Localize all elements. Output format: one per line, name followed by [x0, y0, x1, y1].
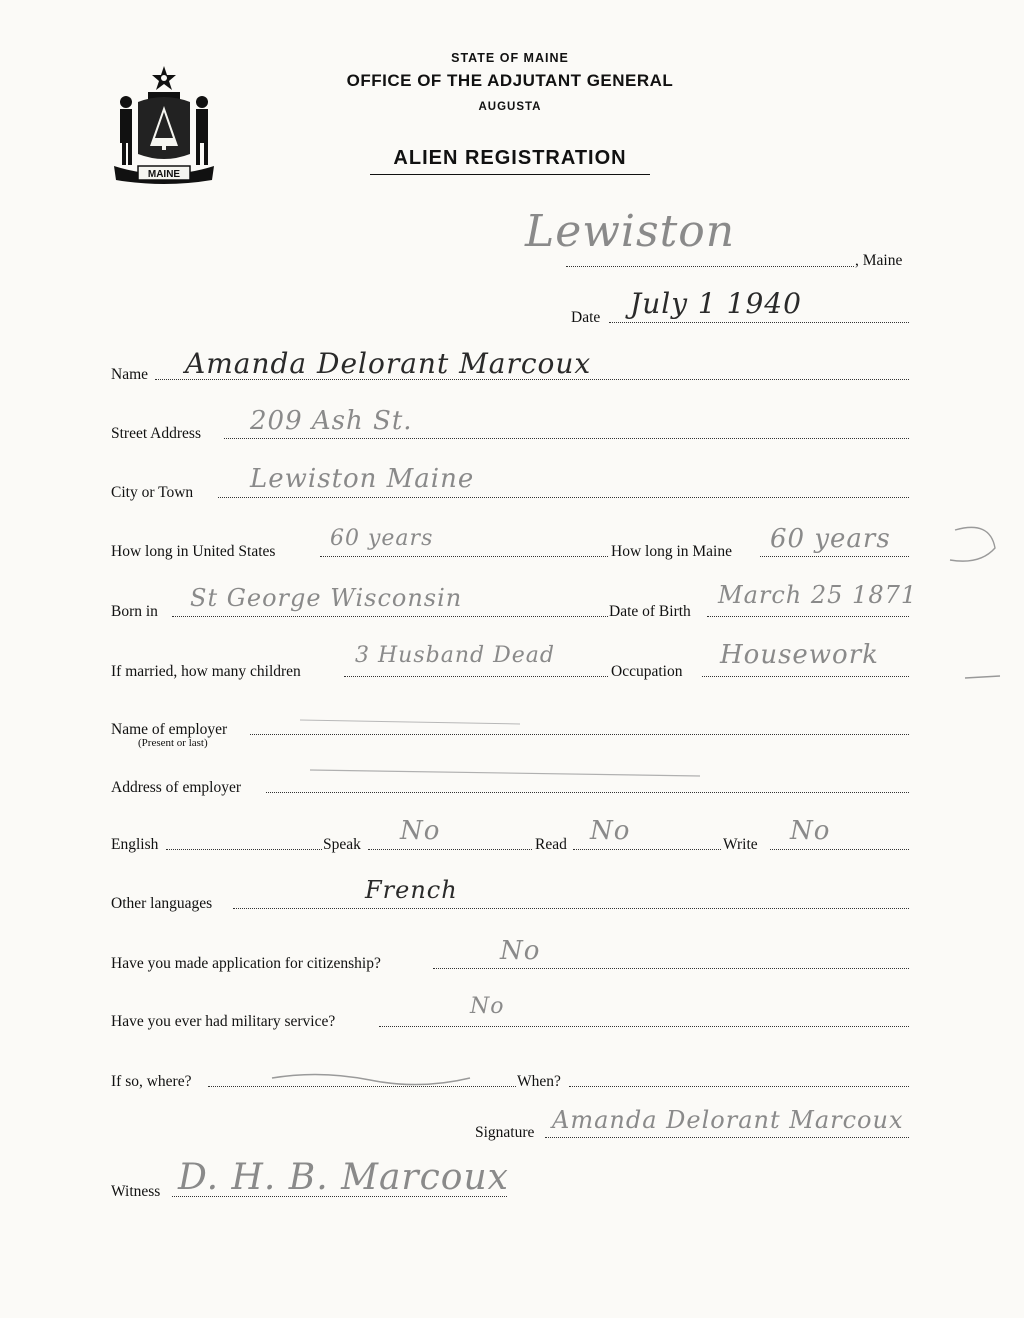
write-label: Write [723, 836, 758, 853]
born-in-label: Born in [111, 603, 158, 620]
city-label: City or Town [111, 484, 194, 501]
street-entry: 209 Ash St. [250, 406, 413, 436]
other-languages-label: Other languages [111, 895, 213, 912]
witness-entry: D. H. B. Marcoux [178, 1157, 509, 1198]
how-long-maine-label: How long in Maine [611, 543, 732, 560]
place-entry: Lewiston [525, 206, 736, 257]
read-label: Read [535, 836, 567, 853]
employer-label: Name of employer [111, 721, 228, 738]
seal-banner-text: MAINE [147, 169, 181, 180]
name-label: Name [111, 366, 149, 383]
form-title: ALIEN REGISTRATION [370, 147, 650, 175]
signature-label: Signature [475, 1124, 535, 1141]
employer-address-label: Address of employer [111, 779, 241, 796]
citizenship-label: Have you made application for citizenship? [111, 955, 381, 972]
dob-label: Date of Birth [609, 603, 691, 620]
speak-label: Speak [323, 836, 361, 853]
read-entry: No [590, 816, 631, 846]
how-long-us-label: How long in United States [111, 543, 276, 560]
header-state: STATE OF MAINE [451, 51, 569, 65]
children-entry: 3 Husband Dead [355, 643, 555, 668]
how-long-maine-entry: 60 years [770, 524, 891, 554]
military-label: Have you ever had military service? [111, 1013, 336, 1030]
where-label: If so, where? [111, 1073, 192, 1090]
occupation-entry: Housework [720, 640, 879, 670]
how-long-us-entry: 60 years [330, 526, 434, 551]
date-label: Date [571, 309, 601, 326]
speak-entry: No [400, 816, 441, 846]
military-entry: No [470, 994, 505, 1019]
date-entry: July 1 1940 [630, 287, 802, 320]
write-entry: No [790, 816, 831, 846]
place-suffix-label: , Maine [855, 252, 903, 269]
other-languages-entry: French [365, 876, 458, 904]
dob-entry: March 25 1871 [718, 581, 918, 609]
witness-label: Witness [111, 1183, 161, 1200]
street-label: Street Address [111, 425, 201, 442]
city-entry: Lewiston Maine [250, 464, 475, 494]
occupation-label: Occupation [611, 663, 683, 680]
name-entry: Amanda Delorant Marcoux [185, 347, 592, 380]
english-label: English [111, 836, 159, 853]
born-in-entry: St George Wisconsin [190, 584, 463, 612]
citizenship-entry: No [500, 936, 541, 966]
when-label: When? [517, 1073, 561, 1090]
children-label: If married, how many children [111, 663, 301, 680]
signature-entry: Amanda Delorant Marcoux [552, 1106, 904, 1134]
header-office: OFFICE OF THE ADJUTANT GENERAL [346, 71, 674, 90]
employer-note: (Present or last) [138, 737, 208, 749]
header-city: AUGUSTA [478, 101, 542, 113]
